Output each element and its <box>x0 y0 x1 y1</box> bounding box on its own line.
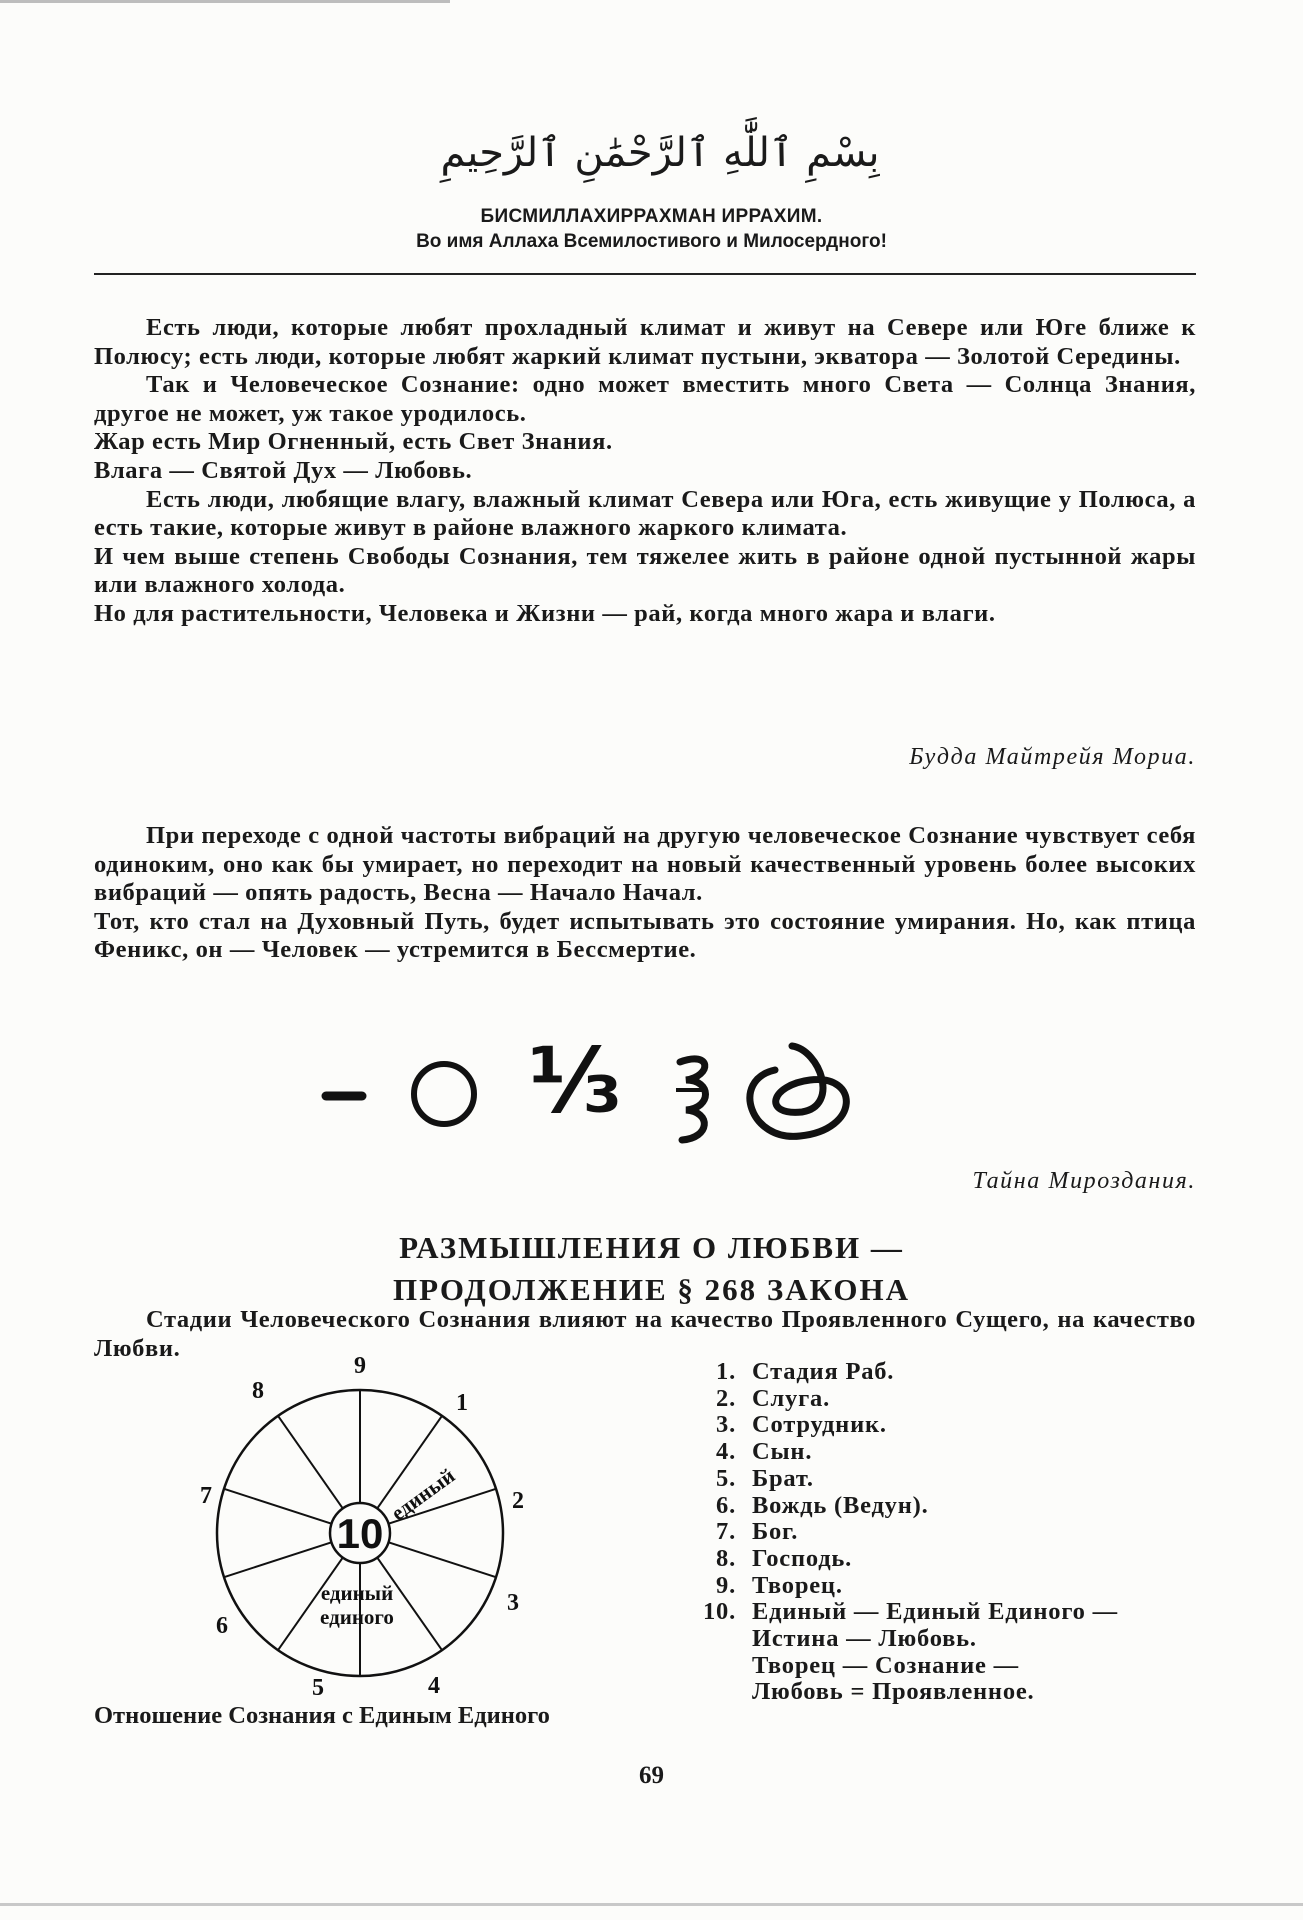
stage-item <box>690 1359 1118 1386</box>
stage-number: 5. <box>716 1464 736 1492</box>
signature-maitreya: Будда Майтрейя Мориа. <box>909 744 1196 770</box>
stage-number: 2. <box>716 1384 736 1412</box>
text-block-climate <box>94 314 1196 629</box>
spiral-symbol <box>680 1059 706 1140</box>
wheel-number-3: 3 <box>507 1590 519 1616</box>
stage-text-continued: Творец — Сознание — <box>752 1651 1019 1679</box>
paragraph: Но для растительности, Человека и Жизни — рай, когда много жара и влаги. <box>94 599 996 627</box>
paragraph: И чем выше степень Свободы Сознания, тем тяжелее жить в районе одной пустынной жары или влажного холода. <box>94 542 1196 599</box>
wheel-spoke <box>389 1542 496 1577</box>
stage-item <box>690 1412 1118 1439</box>
stage-number: 9. <box>716 1571 736 1599</box>
stage-text: Господь. <box>752 1544 853 1572</box>
header-divider <box>94 273 1196 275</box>
stage-text: Творец. <box>752 1571 843 1599</box>
stage-text-continued: Истина — Любовь. <box>752 1625 977 1653</box>
wheel-number-1: 1 <box>456 1390 468 1416</box>
header-translation: Во имя Аллаха Всемилостивого и Милосердного! <box>416 231 887 252</box>
paragraph: Влага — Святой Дух — Любовь. <box>94 456 473 484</box>
signature-mystery: Тайна Мироздания. <box>972 1168 1196 1194</box>
stage-text: Сын. <box>752 1438 813 1466</box>
section-title-line1: РАЗМЫШЛЕНИЯ О ЛЮБВИ — <box>399 1230 904 1265</box>
center-number: 10 <box>336 1510 384 1557</box>
stage-text: Стадия Раб. <box>752 1358 895 1385</box>
stage-item <box>690 1573 1118 1600</box>
stage-text: Брат. <box>752 1464 814 1492</box>
section-title-line2: ПРОДОЛЖЕНИЕ § 268 ЗАКОНА <box>393 1272 910 1307</box>
wheel-number-4: 4 <box>428 1673 440 1699</box>
stage-item <box>690 1519 1118 1546</box>
stage-number: 1. <box>716 1358 736 1385</box>
wheel-spoke <box>278 1416 343 1509</box>
stage-number: 10. <box>702 1598 736 1626</box>
wheel-number-8: 8 <box>252 1378 264 1404</box>
wheel-number-7: 7 <box>200 1483 212 1509</box>
paragraph: Стадии Человеческого Сознания влияют на качество Проявленного Сущего, на качество Любви. <box>94 1306 1196 1362</box>
wheel-spoke <box>224 1489 331 1524</box>
stage-number: 7. <box>716 1518 736 1546</box>
page-number: 69 <box>639 1762 664 1789</box>
wheel-number-9: 9 <box>354 1353 366 1379</box>
wheel-spoke <box>224 1542 331 1577</box>
stage-item <box>690 1466 1118 1493</box>
paragraph: Есть люди, любящие влагу, влажный климат Севера или Юга, есть живущие у Полюса, а есть такие, которые живут в районе влажного жаркого климата. <box>94 485 1196 542</box>
stage-number: 4. <box>716 1438 736 1466</box>
stage-text: Единый — Единый Единого — <box>752 1598 1118 1626</box>
stage-item <box>690 1599 1118 1706</box>
stage-item <box>690 1439 1118 1466</box>
stage-text: Бог. <box>752 1518 799 1546</box>
stage-text: Сотрудник. <box>752 1411 887 1439</box>
stages-list <box>690 1359 1118 1706</box>
loop-symbol <box>750 1046 846 1136</box>
wheel-number-5: 5 <box>312 1675 324 1701</box>
label-unified: единый <box>386 1463 460 1526</box>
paragraph: Тот, кто стал на Духовный Путь, будет испытывать это состояние умирания. Но, как птица Феникс, он — Человек — устремится в Бессмертие. <box>94 907 1196 964</box>
stage-number: 6. <box>716 1491 736 1519</box>
stage-item <box>690 1546 1118 1573</box>
scan-edge-bottom <box>0 1903 1303 1906</box>
stage-number: 8. <box>716 1544 736 1572</box>
bismillah-text: بِسْمِ ٱللَّٰهِ ٱلرَّحْمَٰنِ ٱلرَّحِيمِ <box>440 130 880 176</box>
stage-number: 3. <box>716 1411 736 1439</box>
scan-edge-top <box>0 0 450 3</box>
paragraph: Так и Человеческое Сознание: одно может вместить много Света — Солнца Знания, другое не может, уж такое уродилось. <box>94 371 1196 427</box>
label-of-unified: единого <box>320 1605 394 1629</box>
paragraph: Есть люди, которые любят прохладный климат и живут на Севере или Юге ближе к Полюсу; есть люди, которые любят жаркий климат пустыни, экватора — Золотой Середины. <box>94 314 1196 370</box>
paragraph: Жар есть Мир Огненный, есть Свет Знания. <box>94 428 613 456</box>
wheel-number-6: 6 <box>216 1613 228 1639</box>
diagram-caption: Отношение Сознания с Единым Единого <box>94 1702 550 1729</box>
one-third-symbol: ⅓ <box>528 1029 622 1134</box>
stage-text-continued: Любовь = Проявленное. <box>752 1678 1035 1706</box>
circle-symbol <box>414 1064 474 1124</box>
label-unified-lower: единый <box>320 1581 394 1605</box>
stage-item <box>690 1493 1118 1520</box>
stage-item <box>690 1386 1118 1413</box>
header-transliteration: БИСМИЛЛАХИРРАХМАН ИРРАХИМ. <box>480 206 823 227</box>
bismillah-calligraphy <box>440 118 880 188</box>
paragraph: При переходе с одной частоты вибраций на другую человеческое Сознание чувствует себя одиноким, оно как бы умирает, но переходит на новый качественный уровень более высоких вибраций — опять радость, Весна — Начало Начал. <box>94 822 1196 907</box>
handwritten-symbols <box>300 1010 900 1160</box>
stage-text: Слуга. <box>752 1384 830 1412</box>
stage-text: Вождь (Ведун). <box>752 1491 929 1519</box>
consciousness-wheel-diagram <box>180 1340 560 1700</box>
wheel-number-2: 2 <box>512 1488 524 1514</box>
text-block-vibrations <box>94 822 1196 965</box>
